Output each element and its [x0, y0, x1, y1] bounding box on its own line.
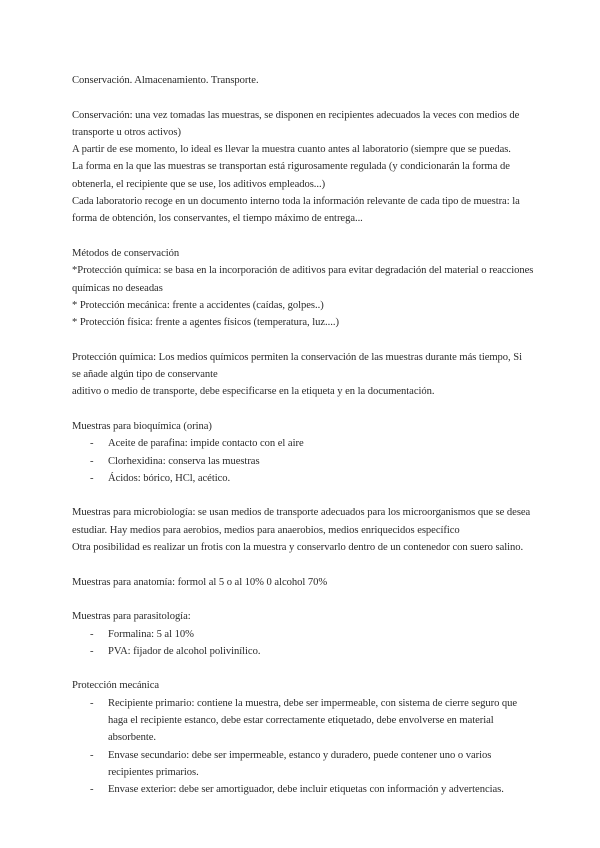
- bullet-dash: -: [90, 749, 94, 761]
- bullet-dash: -: [90, 645, 94, 657]
- list-item: [72, 747, 532, 782]
- bullet-dash: -: [90, 438, 94, 450]
- text-line: se añade algún tipo de conservante: [72, 369, 218, 381]
- microbiologia-paragraph: [72, 504, 532, 556]
- list-item-text: Ácidos: bórico, HCl, acético.: [108, 472, 231, 484]
- text-line: Muestras para microbiología: se usan medios de transporte adecuados para los microorganismos que se desea: [72, 507, 531, 519]
- proteccion-quimica-paragraph: [72, 349, 532, 401]
- text-line: A partir de ese momento, lo ideal es llevar la muestra cuanto antes al laboratorio (siempre que se puedas.: [72, 144, 511, 156]
- document-title: Conservación. Almacenamiento. Transporte.: [72, 75, 259, 86]
- section-heading: Muestras para parasitología:: [72, 611, 191, 623]
- list-item-text: haga el recipiente estanco, debe estar correctamente etiquetado, debe envolverse en material: [108, 714, 494, 726]
- bullet-dash: -: [90, 472, 94, 484]
- list-item: [72, 435, 532, 452]
- text-line: La forma en la que las muestras se transportan está rigurosamente regulada (y condicionarán la forma de: [72, 161, 510, 173]
- metodos-section: [72, 245, 532, 331]
- text-line: Conservación: una vez tomadas las muestras, se disponen en recipientes adecuados la veces con medios de: [72, 109, 520, 121]
- parasitologia-section: [72, 608, 532, 660]
- text-line: transporte u otros activos): [72, 126, 181, 138]
- bullet-dash: -: [90, 784, 94, 796]
- text-line: estudiar. Hay medios para aerobios, medios para anaerobios, medios enriquecidos específico: [72, 524, 460, 536]
- text-line: químicas no deseadas: [72, 282, 163, 294]
- list-item-text: Recipiente primario: contiene la muestra, debe ser impermeable, con sistema de cierre seguro que: [108, 697, 518, 709]
- list-item: [72, 626, 532, 643]
- list-item-text: Clorhexidina: conserva las muestras: [108, 455, 260, 467]
- list-item-text: recipientes primarios.: [108, 766, 199, 778]
- list-item: [72, 643, 532, 660]
- bullet-dash: -: [90, 455, 94, 467]
- section-heading: Protección mecánica: [72, 680, 159, 692]
- section-heading: Muestras para bioquímica (orina): [72, 420, 212, 432]
- anatomia-line: Muestras para anatomía: formol al 5 o al 10% 0 alcohol 70%: [72, 576, 328, 588]
- list-item-text: Aceite de parafina: impide contacto con el aire: [108, 438, 304, 450]
- document-page: [72, 72, 532, 798]
- section-heading: Métodos de conservación: [72, 247, 180, 259]
- text-line: Cada laboratorio recoge en un documento interno toda la información relevante de cada tipo de muestra: la: [72, 196, 520, 208]
- text-line: forma de obtención, los conservantes, el tiempo máximo de entrega...: [72, 213, 363, 225]
- list-item-text: Envase secundario: debe ser impermeable, estanco y duradero, puede contener uno o varios: [108, 749, 492, 761]
- list-item-text: PVA: fijador de alcohol polivinílico.: [108, 645, 261, 657]
- text-line: *Protección química: se basa en la incorporación de aditivos para evitar degradación del material o reacciones: [72, 265, 534, 277]
- mecanica-section: [72, 677, 532, 798]
- list-item-text: Envase exterior: debe ser amortiguador, debe incluir etiquetas con información y advertencias.: [108, 784, 504, 796]
- text-line: aditivo o medio de transporte, debe especificarse en la etiqueta y en la documentación.: [72, 386, 435, 398]
- list-item: [72, 781, 532, 798]
- list-item: [72, 695, 532, 747]
- list-item-text: absorbente.: [108, 732, 156, 744]
- text-line: Otra posibilidad es realizar un frotis con la muestra y conservarlo dentro de un contenedor con suero salino.: [72, 542, 524, 554]
- intro-paragraph: [72, 107, 532, 228]
- list-item: [72, 453, 532, 470]
- list-item-text: Formalina: 5 al 10%: [108, 628, 194, 640]
- text-line: * Protección física: frente a agentes físicos (temperatura, luz....): [72, 317, 339, 329]
- bullet-dash: -: [90, 628, 94, 640]
- text-line: Protección química: Los medios químicos permiten la conservación de las muestras durante más tiempo, Si: [72, 351, 522, 363]
- text-line: * Protección mecánica: frente a accidentes (caídas, golpes..): [72, 299, 324, 311]
- text-line: obtenerla, el recipiente que se use, los aditivos empleados...): [72, 178, 326, 190]
- bioquimica-section: [72, 418, 532, 487]
- bullet-dash: -: [90, 697, 94, 709]
- list-item: [72, 470, 532, 487]
